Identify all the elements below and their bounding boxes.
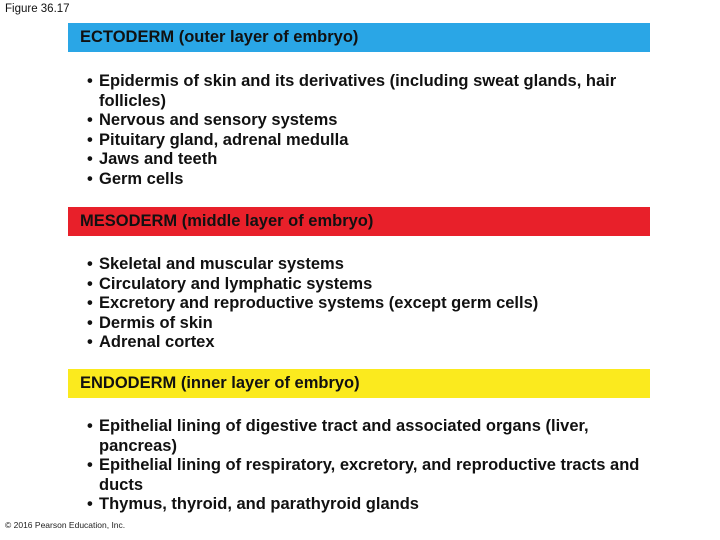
list-item: • Adrenal cortex [87,333,667,353]
figure-label: Figure 36.17 [5,3,70,15]
list-item: • Dermis of skin [87,314,667,334]
ectoderm-header: ECTODERM (outer layer of embryo) [68,23,650,52]
list-item: • Epidermis of skin and its derivatives (including sweat glands, hair follicles) [87,72,667,111]
list-item: • Jaws and teeth [87,150,667,170]
list-item: • Skeletal and muscular systems [87,255,667,275]
mesoderm-header: MESODERM (middle layer of embryo) [68,207,650,236]
list-item: • Epithelial lining of respiratory, excretory, and reproductive tracts and ducts [87,456,667,495]
endoderm-list [87,417,667,515]
ectoderm-list [87,72,667,190]
list-item: • Pituitary gland, adrenal medulla [87,131,667,151]
list-item: • Nervous and sensory systems [87,111,667,131]
mesoderm-list [87,255,667,353]
list-item: • Thymus, thyroid, and parathyroid glands [87,495,667,515]
copyright-notice: © 2016 Pearson Education, Inc. [5,520,126,530]
list-item: • Germ cells [87,170,667,190]
endoderm-header: ENDODERM (inner layer of embryo) [68,369,650,398]
list-item: • Epithelial lining of digestive tract and associated organs (liver, pancreas) [87,417,667,456]
list-item: • Excretory and reproductive systems (except germ cells) [87,294,667,314]
list-item: • Circulatory and lymphatic systems [87,275,667,295]
